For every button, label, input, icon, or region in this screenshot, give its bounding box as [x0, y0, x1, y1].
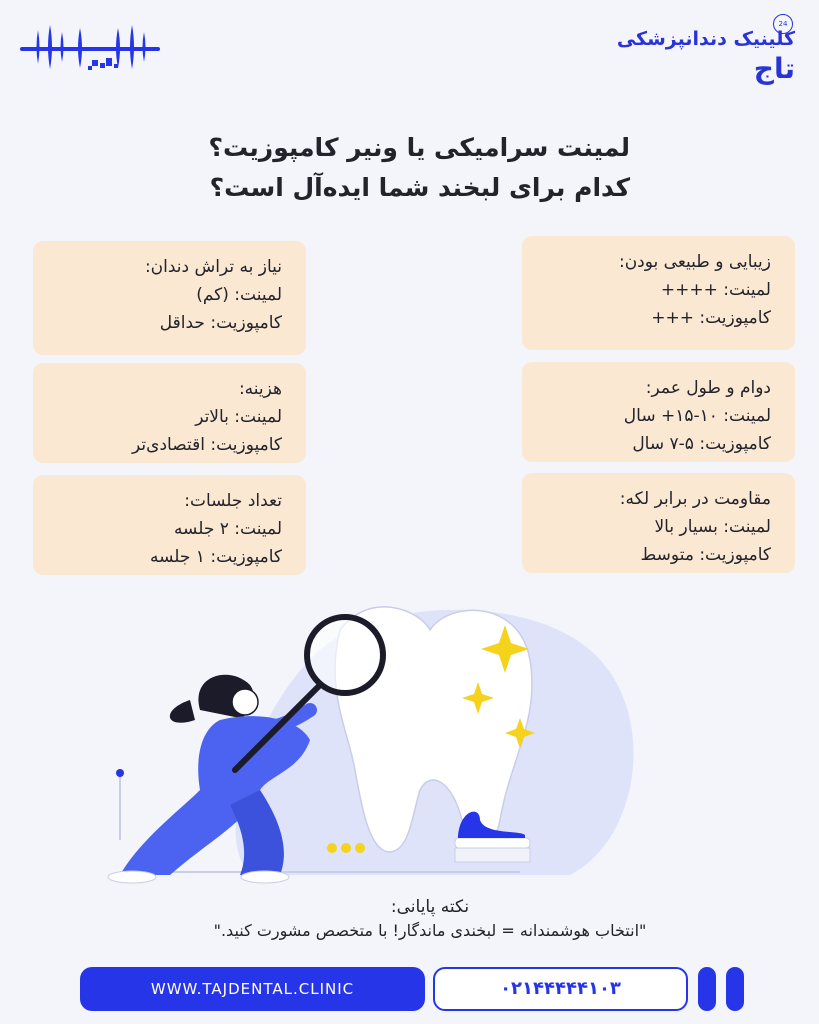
headline-line-1: لمینت سرامیکی یا ونیر کامپوزیت؟ [208, 133, 630, 162]
card-shaving [33, 241, 306, 355]
card-composite: کامپوزیت: +++ [651, 308, 771, 328]
phone-number[interactable]: ۰۲۱۴۴۴۴۴۱۰۳ [433, 967, 688, 1011]
dentist-tooth-illustration [100, 590, 660, 890]
card-composite: کامپوزیت: ۵-۷ سال [632, 434, 771, 454]
headline [100, 128, 630, 208]
card-laminate: لمینت: بالاتر [195, 407, 282, 427]
decor-bar [698, 967, 716, 1011]
card-laminate: لمینت: (کم) [196, 285, 282, 305]
card-title: تعداد جلسات: [184, 491, 282, 511]
card-composite: کامپوزیت: حداقل [159, 313, 282, 333]
headline-line-2: کدام برای لبخند شما ایده‌آل است؟ [209, 173, 630, 202]
card-sessions [33, 475, 306, 575]
final-note [200, 895, 660, 943]
card-lifespan [522, 362, 795, 462]
card-title: دوام و طول عمر: [645, 378, 771, 398]
brand [615, 14, 795, 94]
card-title: هزینه: [238, 379, 282, 399]
card-beauty [522, 236, 795, 350]
card-cost [33, 363, 306, 463]
card-composite: کامپوزیت: اقتصادی‌تر [132, 435, 282, 455]
card-composite: کامپوزیت: ۱ جلسه [149, 547, 282, 567]
card-title: نیاز به تراش دندان: [144, 257, 282, 277]
card-title: زیبایی و طبیعی بودن: [618, 252, 771, 272]
card-title: مقاومت در برابر لکه: [619, 489, 771, 509]
decor-bar [726, 967, 744, 1011]
card-laminate: لمینت: بسیار بالا [654, 517, 771, 537]
card-composite: کامپوزیت: متوسط [640, 545, 771, 565]
card-stain [522, 473, 795, 573]
card-laminate: لمینت: ۲ جلسه [173, 519, 282, 539]
magnifier-icon [307, 617, 383, 693]
clinic-logo-icon [20, 20, 160, 80]
brand-subtitle: کلینیک دندانپزشکی [616, 28, 795, 50]
brand-name: تاج [753, 52, 795, 85]
final-note-title: نکته پایانی: [390, 897, 470, 917]
card-laminate: لمینت: ۱۰-۱۵+ سال [623, 406, 771, 426]
final-note-text: "انتخاب هوشمندانه = لبخندی ماندگار! با متخصص مشورت کنید." [213, 921, 647, 940]
24-hour-badge-icon: 24 [773, 14, 793, 34]
toothbrush-icon [455, 838, 530, 848]
card-laminate: لمینت: ++++ [660, 280, 771, 300]
website-link[interactable]: WWW.TAJDENTAL.CLINIC [80, 967, 425, 1011]
